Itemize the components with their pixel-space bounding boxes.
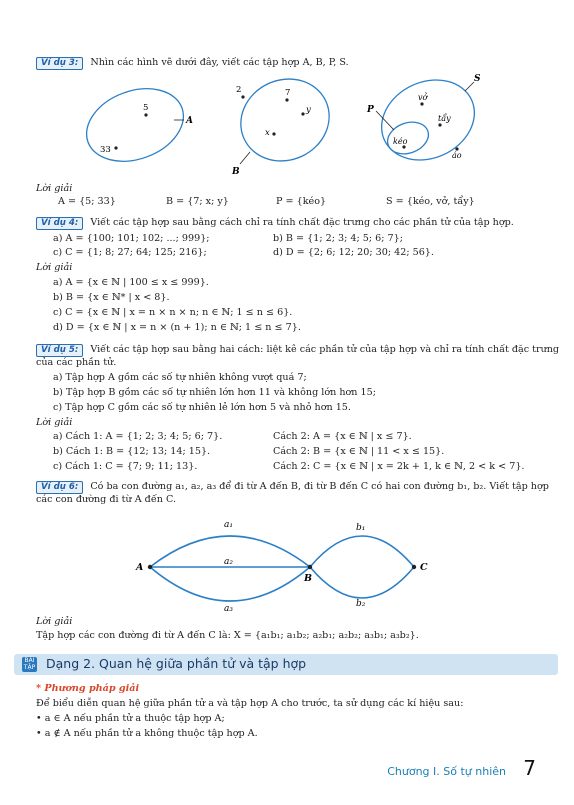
vd3-venn-diagrams [0, 72, 574, 182]
vd6-answer: Tập hợp các con đường đi từ A đến C là: X = {a₁b₁; a₁b₂; a₂b₁; a₂b₂; a₃b₁; a₃b₂}. [36, 630, 419, 641]
dang2-bullet-notin: • a ∉ A nếu phần tử a không thuộc tập hợp A. [36, 728, 258, 739]
label-S: S [474, 74, 481, 84]
vd6-text2: các con đường đi từ A đến C. [36, 494, 176, 505]
dang2-banner [14, 654, 558, 675]
dang2-text: Để biểu diễn quan hệ giữa phần tử a và tập hợp A cho trước, ta sử dụng các kí hiệu sau: [36, 698, 464, 709]
vd3-heading [36, 57, 349, 70]
label-vo: vở [418, 93, 428, 102]
set-P-ellipse [383, 117, 433, 160]
dang2-bullet-in: • a ∈ A nếu phần tử a thuộc tập hợp A; [36, 713, 225, 724]
page-number: 7 [523, 756, 536, 780]
vd4-answer-c: c) C = {x ∈ ℕ | x = n × n × n; n ∈ ℕ; 1 ≤ n ≤ 6}. [53, 307, 293, 318]
vd5-answer-a1: a) Cách 1: A = {1; 2; 3; 4; 5; 6; 7}. [53, 431, 223, 442]
label-A: A [186, 116, 193, 126]
label-keo: kéo [393, 137, 408, 146]
label-B: B [232, 167, 240, 177]
label-2: 2 [236, 85, 242, 95]
vd4-item-c: c) C = {1; 8; 27; 64; 125; 216}; [53, 247, 207, 258]
footer-chapter: Chương I. Số tự nhiên [387, 765, 506, 778]
vd5-text1: Viết các tập hợp sau bằng hai cách: liệt kê các phần tử của tập hợp và chỉ ra tính chất đặc trưng [90, 344, 560, 355]
vd4-loi-giai: Lời giải [36, 262, 73, 273]
label-a3: a₃ [224, 604, 233, 614]
vd3-answer-S: S = {kéo, vở, tẩy} [386, 196, 475, 207]
road-a3 [150, 567, 313, 601]
vd5-answer-b2: Cách 2: B = {x ∈ ℕ | 11 < x ≤ 15}. [273, 446, 445, 457]
vd4-item-b: b) B = {1; 2; 3; 4; 5; 6; 7}; [273, 233, 403, 244]
vd3-answer-P: P = {kéo} [276, 196, 327, 207]
vd4-badge: Ví dụ 4: [36, 217, 83, 230]
label-7: 7 [285, 88, 291, 98]
label-b1: b₁ [356, 523, 366, 533]
label-y: y [306, 105, 311, 115]
vd5-heading [36, 344, 559, 357]
road-b2 [310, 567, 414, 598]
vd5-item-a: a) Tập hợp A gồm các số tự nhiên không vượt quá 7; [53, 372, 307, 383]
label-33: 33 [100, 145, 111, 155]
label-a2: a₂ [224, 557, 233, 567]
set-S-ellipse [368, 72, 487, 175]
dang2-title: Dạng 2. Quan hệ giữa phần tử và tập hợp [46, 656, 307, 671]
vd5-text2: của các phần tử. [36, 357, 117, 368]
label-x: x [265, 128, 270, 138]
node-A: A [136, 562, 144, 573]
exercise-icon: BÀI TẬP [23, 657, 36, 671]
vd5-badge: Ví dụ 5: [36, 344, 83, 357]
vd6-road-graph [0, 510, 574, 620]
vd5-answer-a2: Cách 2: A = {x ∈ ℕ | x ≤ 7}. [273, 431, 412, 442]
vd6-heading [36, 481, 549, 494]
vd4-answer-b: b) B = {x ∈ ℕ* | x < 8}. [53, 292, 170, 303]
vd6-loi-giai: Lời giải [36, 616, 73, 627]
vd3-text: Nhìn các hình vẽ dưới đây, viết các tập hợp A, B, P, S. [90, 57, 349, 68]
label-P: P [367, 105, 374, 115]
node-C: C [420, 562, 428, 573]
vd4-item-a: a) A = {100; 101; 102; ...; 999}; [53, 233, 210, 244]
vd3-loi-giai: Lời giải [36, 183, 73, 194]
vd4-item-d: d) D = {2; 6; 12; 20; 30; 42; 56}. [273, 247, 434, 258]
vd6-text1: Có ba con đường a₁, a₂, a₃ để đi từ A đến B, đi từ B đến C có hai con đường b₁, b₂. Viết tập hợp [90, 481, 549, 492]
vd5-answer-c2: Cách 2: C = {x ∈ ℕ | x = 2k + 1, k ∈ ℕ, 2 < k < 7}. [273, 461, 525, 472]
road-b1 [310, 536, 414, 567]
vd4-answer-a: a) A = {x ∈ ℕ | 100 ≤ x ≤ 999}. [53, 277, 209, 288]
vd5-answer-b1: b) Cách 1: B = {12; 13; 14; 15}. [53, 446, 211, 457]
label-5: 5 [143, 103, 149, 113]
dang2-method: * Phương pháp giải [36, 683, 140, 694]
vd5-answer-c1: c) Cách 1: C = {7; 9; 11; 13}. [53, 461, 198, 472]
vd4-answer-d: d) D = {x ∈ ℕ | x = n × (n + 1); n ∈ ℕ; 1 ≤ n ≤ 7}. [53, 322, 301, 333]
vd5-item-c: c) Tập hợp C gồm các số tự nhiên lẻ lớn hơn 5 và nhỏ hơn 15. [53, 402, 351, 413]
vd3-badge: Ví dụ 3: [36, 57, 83, 70]
vd6-badge: Ví dụ 6: [36, 481, 83, 494]
set-A-ellipse [76, 76, 193, 174]
vd5-loi-giai: Lời giải [36, 417, 73, 428]
vd3-answer-A: A = {5; 33} [58, 196, 116, 207]
label-a1: a₁ [224, 520, 233, 530]
vd4-text: Viết các tập hợp sau bằng cách chỉ ra tính chất đặc trưng cho các phần tử của tập hợp. [90, 217, 514, 228]
label-ao: áo [452, 151, 462, 160]
vd5-item-b: b) Tập hợp B gồm các số tự nhiên lớn hơn 11 và không lớn hơn 15; [53, 387, 376, 398]
vd3-answer-B: B = {7; x; y} [166, 196, 229, 207]
label-b2: b₂ [356, 599, 366, 609]
label-tay: tẩy [438, 114, 451, 123]
vd4-heading [36, 217, 514, 230]
node-B: B [304, 573, 313, 584]
